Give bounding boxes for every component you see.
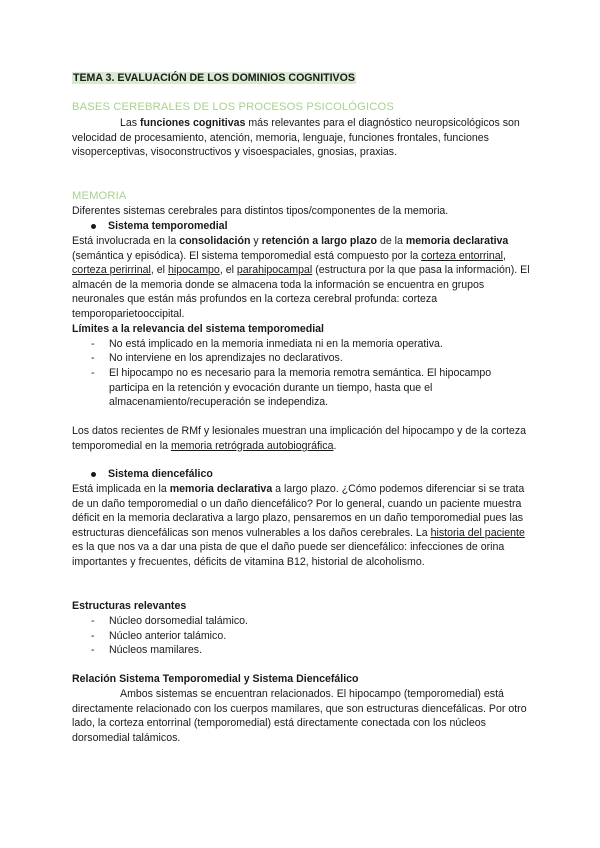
section-heading-bases: BASES CEREBRALES DE LOS PROCESOS PSICOLÓGICOS [72, 101, 394, 113]
list-item: - No está implicado en la memoria inmediata ni en la memoria operativa. [91, 338, 443, 350]
paragraph-funciones: Las funciones cognitivas más relevantes para el diagnóstico neuropsicológicos son velocidad de procesamiento, atención, memoria, lenguaje, funciones frontales, funciones visoperceptivas, visoconstructivos y visoespaciales, gnosias, praxias. [72, 117, 520, 159]
subheading-relacion: Relación Sistema Temporomedial y Sistema Diencefálico [72, 673, 359, 685]
list-item: - Núcleos mamilares. [91, 644, 203, 656]
paragraph-temporomedial: Está involucrada en la consolidación y retención a largo plazo de la memoria declarativa (semántica y episódica). El sistema temporomedial está compuesto por la corteza entorrinal, corteza perirrinal, el hipocampo, el parahipocampal (estructura por la que pasa la información). El almacén de la memoria donde se almacena toda la información se encuentra en grupos neuronales que están más profundos en la corteza cerebral profunda: corteza temporoparietooccipital. [72, 235, 530, 320]
bullet-dot-icon [91, 472, 96, 477]
list-item: - Núcleo anterior talámico. [91, 630, 227, 642]
paragraph-diencefalico: Está implicada en la memoria declarativa a largo plazo. ¿Cómo podemos diferenciar si se trata de un daño temporomedial o un daño diencefálico? Por lo general, cuando un paciente muestra déficit en la memoria declarativa a largo plazo, pensaremos en un daño temporomedial pues las estructuras diencefálicas son menos vulnerables a los daños cerebrales. La historia del paciente es la que nos va a dar una pista de que el daño puede ser diencefálico: infecciones de orina importantes y frecuentes, déficits de vitamina B12, historial de alcoholismo. [72, 483, 525, 568]
subheading-estructuras: Estructuras relevantes [72, 600, 187, 612]
page-title: TEMA 3. EVALUACIÓN DE LOS DOMINIOS COGNITIVOS [73, 72, 355, 84]
paragraph-recent-data: Los datos recientes de RMf y lesionales muestran una implicación del hipocampo y de la corteza temporomedial en la memoria retrógrada autobiográfica. [72, 425, 527, 452]
list-item: - El hipocampo no es necesario para la memoria remotra semántica. El hipocampo participa en la retención y evocación durante un tiempo, hasta que el almacenamiento/recuperación se independiza. [91, 367, 492, 409]
bullet-temporomedial: Sistema temporomedial [72, 219, 228, 234]
section-heading-memoria: MEMORIA [72, 190, 127, 202]
list-item: - No interviene en los aprendizajes no declarativos. [91, 352, 343, 364]
bullet-dot-icon [91, 224, 96, 229]
paragraph-relacion: Ambos sistemas se encuentran relacionados. El hipocampo (temporomedial) está directamente relacionado con los cuerpos mamilares, que son estructuras diencefálicas. Por otro lado, la corteza entorrinal (temporomedial) está directamente conectada con los núcleos dorsomedial talámicos. [72, 688, 527, 744]
list-item: - Núcleo dorsomedial talámico. [91, 615, 248, 627]
bullet-diencefalico: Sistema diencefálico [72, 467, 213, 482]
subheading-limites: Límites a la relevancia del sistema temporomedial [72, 323, 325, 335]
memoria-intro: Diferentes sistemas cerebrales para distintos tipos/componentes de la memoria. [72, 205, 449, 217]
